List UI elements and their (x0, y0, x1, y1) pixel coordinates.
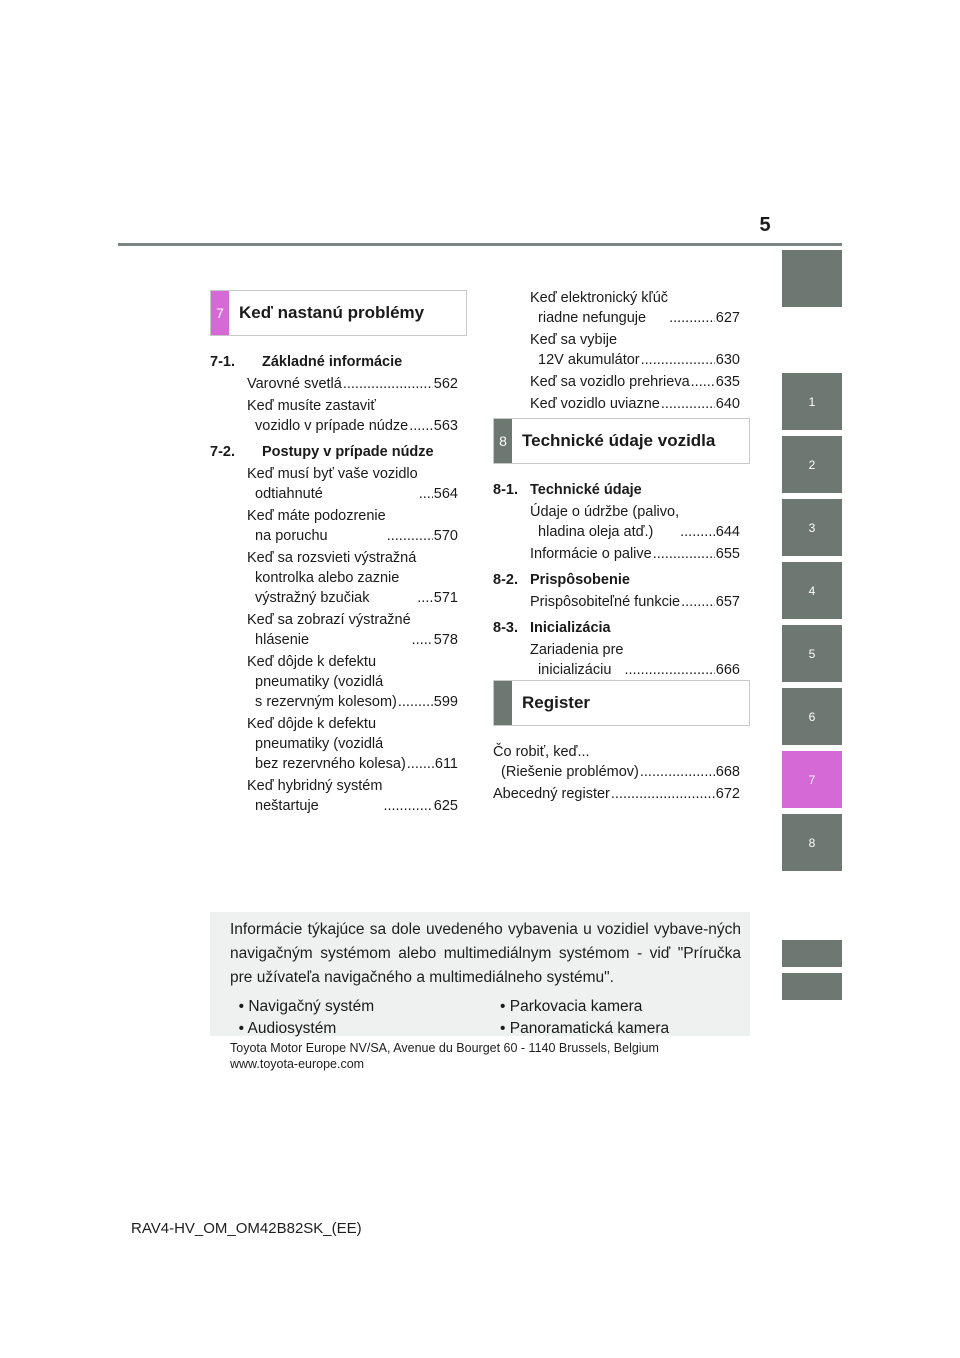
side-tab-7[interactable]: 7 (782, 751, 842, 808)
toc-group-7-2 (210, 442, 458, 462)
side-tab-6[interactable]: 6 (782, 688, 842, 745)
bullet-item: • Panoramatická kamera (500, 1020, 670, 1037)
publisher-url[interactable]: www.toyota-europe.com (230, 1057, 365, 1071)
toc-group-8-2 (493, 570, 740, 590)
side-tab-8[interactable]: 8 (782, 814, 842, 871)
toc-entry[interactable] (530, 502, 740, 542)
toc-entry[interactable] (247, 506, 458, 546)
register-header (493, 680, 750, 726)
entry-page: 640 (715, 396, 740, 412)
side-tab-2[interactable]: 2 (782, 436, 842, 493)
toc-group-8-3 (493, 618, 740, 638)
dot-leader (387, 526, 433, 546)
dot-leader (383, 796, 432, 816)
toc-entry[interactable] (530, 592, 740, 612)
group-title: Prispôsobenie (530, 572, 630, 588)
section-8-header (493, 418, 750, 464)
info-text: Informácie týkajúce sa dole uvedeného vybavenia u vozidiel vybave-ných navigačným systémom alebo multimediálnym systémom - viď "Príručka pre užívateľa navigačného a multimediálneho systému". (230, 921, 741, 986)
entry-page: 571 (433, 590, 458, 606)
section-7-title: Keď nastanú problémy (239, 303, 425, 322)
entry-label: Keď sa zobrazí výstražné hlásenie (247, 612, 411, 648)
entry-page: 666 (715, 662, 740, 678)
entry-page: 635 (715, 374, 740, 390)
entry-label: Keď dôjde k defektu pneumatiky (vozidlá bez rezervného kolesa) (247, 716, 406, 772)
section-7-header (210, 290, 467, 336)
info-box (210, 912, 750, 1036)
dot-leader (641, 350, 715, 370)
side-tab-blank-b[interactable] (782, 973, 842, 1000)
entry-label: Keď vozidlo uviazne (530, 396, 660, 412)
register-title: Register (522, 693, 591, 712)
dot-leader (343, 374, 433, 394)
bullet-item: • Parkovacia kamera (500, 998, 643, 1015)
toc-entry[interactable] (493, 742, 740, 782)
toc-entry[interactable] (247, 610, 458, 650)
toc-entry[interactable] (247, 396, 458, 436)
group-number: 7-1. (210, 354, 235, 370)
entry-label: Informácie o palive (530, 546, 652, 562)
entry-page: 655 (715, 546, 740, 562)
entry-label: Varovné svetlá (247, 376, 342, 392)
toc-entry[interactable] (530, 640, 740, 680)
side-tab-blank-a[interactable] (782, 940, 842, 967)
entry-label: Keď sa vozidlo prehrieva (530, 374, 690, 390)
entry-label: Zariadenia pre inicializáciu (530, 642, 624, 678)
entry-label: Keď hybridný systém neštartuje (247, 778, 383, 814)
toc-entry[interactable] (493, 784, 740, 804)
toc-right-column-top (530, 286, 740, 414)
publisher-footer (230, 1040, 740, 1072)
toc-entry[interactable] (530, 394, 740, 414)
side-tab-4[interactable]: 4 (782, 562, 842, 619)
dot-leader (653, 544, 715, 564)
entry-page: 627 (715, 310, 740, 326)
entry-page: 625 (433, 798, 458, 814)
entry-page: 657 (715, 594, 740, 610)
toc-entry[interactable] (247, 548, 458, 608)
dot-leader (640, 762, 715, 782)
dot-leader (625, 660, 715, 680)
toc-entry[interactable] (530, 330, 740, 370)
entry-label: Keď musí byť vaše vozidlo odtiahnuté (247, 466, 418, 502)
dot-leader (409, 416, 433, 436)
entry-label: Čo robiť, keď... (Riešenie problémov) (493, 744, 639, 780)
entry-label: Keď sa vybije 12V akumulátor (530, 332, 640, 368)
dot-leader (661, 394, 715, 414)
entry-page: 630 (715, 352, 740, 368)
group-number: 7-2. (210, 444, 235, 460)
toc-section-8 (493, 474, 740, 680)
entry-page: 644 (715, 524, 740, 540)
entry-page: 611 (434, 756, 458, 772)
toc-group-8-1 (493, 480, 740, 500)
section-8-number: 8 (494, 419, 512, 463)
section-8-title: Technické údaje vozidla (522, 431, 716, 450)
entry-page: 672 (715, 786, 740, 802)
info-bullets (230, 996, 750, 1040)
side-tab-3[interactable]: 3 (782, 499, 842, 556)
entry-page: 562 (433, 376, 458, 392)
entry-label: Keď musíte zastaviť vozidlo v prípade núdze (247, 398, 409, 434)
dot-leader (681, 592, 715, 612)
toc-entry[interactable] (530, 372, 740, 392)
dot-leader (417, 588, 433, 608)
entry-label: Keď elektronický kľúč riadne nefunguje (530, 290, 669, 326)
toc-entry[interactable] (530, 544, 740, 564)
entry-page: 668 (715, 764, 740, 780)
entry-page: 578 (433, 632, 458, 648)
toc-entry[interactable] (247, 374, 458, 394)
group-number: 8-3. (493, 620, 518, 636)
bullet-item: • Navigačný systém (230, 998, 375, 1015)
entry-label: Prispôsobiteľné funkcie (530, 594, 681, 610)
side-tab-1[interactable]: 1 (782, 373, 842, 430)
dot-leader (419, 484, 433, 504)
toc-entry[interactable] (247, 714, 458, 774)
group-title: Základné informácie (262, 354, 403, 370)
dot-leader (680, 522, 715, 542)
toc-entry[interactable] (530, 288, 740, 328)
group-title: Postupy v prípade núdze (262, 444, 434, 460)
dot-leader (407, 754, 434, 774)
toc-register (493, 740, 740, 804)
toc-group-7-1 (210, 352, 458, 372)
entry-page: 564 (433, 486, 458, 502)
toc-entry[interactable] (247, 776, 458, 816)
side-tab-5[interactable]: 5 (782, 625, 842, 682)
group-title: Inicializácia (530, 620, 611, 636)
group-number: 8-2. (493, 572, 518, 588)
group-title: Technické údaje (530, 482, 642, 498)
group-number: 8-1. (493, 482, 518, 498)
entry-page: 570 (433, 528, 458, 544)
entry-label: Keď sa rozsvieti výstražná kontrolka alebo zaznie výstražný bzučiak (247, 550, 417, 606)
entry-label: Keď máte podozrenie na poruchu (247, 508, 386, 544)
side-tab-blank-top[interactable] (782, 250, 842, 307)
section-7-number: 7 (211, 291, 229, 335)
publisher-address: Toyota Motor Europe NV/SA, Avenue du Bourget 60 - 1140 Brussels, Belgium (230, 1041, 659, 1055)
dot-leader (611, 784, 715, 804)
register-marker (494, 681, 512, 725)
dot-leader (691, 372, 715, 392)
toc-left-column (210, 346, 458, 816)
header-rule (118, 243, 842, 246)
dot-leader (412, 630, 433, 650)
toc-entry[interactable] (247, 652, 458, 712)
page-number: 5 (759, 214, 771, 236)
dot-leader (669, 308, 715, 328)
document-id: RAV4-HV_OM_OM42B82SK_(EE) (131, 1220, 362, 1237)
bullet-item: • Audiosystém (230, 1020, 337, 1037)
entry-label: Údaje o údržbe (palivo, hladina oleja atď.) (530, 504, 680, 540)
entry-page: 599 (433, 694, 458, 710)
entry-label: Keď dôjde k defektu pneumatiky (vozidlá s rezervným kolesom) (247, 654, 397, 710)
entry-page: 563 (433, 418, 458, 434)
toc-entry[interactable] (247, 464, 458, 504)
dot-leader (398, 692, 433, 712)
entry-label: Abecedný register (493, 786, 610, 802)
